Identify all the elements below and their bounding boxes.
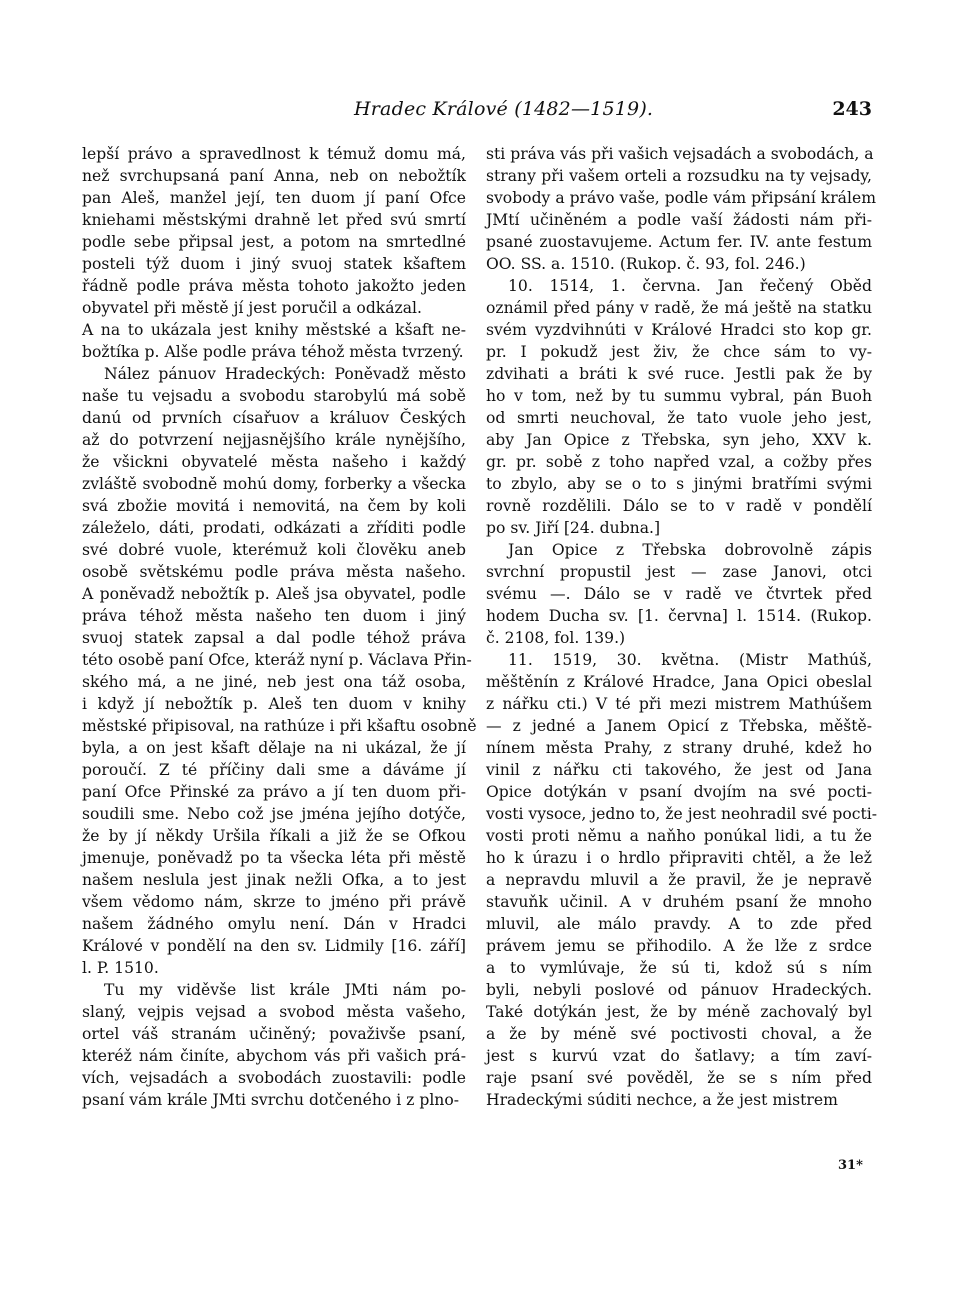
text-line: až do potvrzení nejjasnějšího krále nynějšího, [82, 431, 466, 449]
text-line: našem žádného omylu není. Dán v Hradci [82, 915, 466, 933]
text-line: a to vymlúvaje, že sú ti, kdož sú s ním [486, 959, 872, 977]
text-line: oznámil před pány v radě, že má ještě na statku [486, 299, 872, 317]
text-line: posteli týž duom i jiný svuoj statek kšaftem [82, 255, 466, 273]
text-line: od smrti neuchoval, že tato vuole jeho jest, [486, 409, 872, 427]
text-line: ortel váš stranám učiněný; považivše psaní, [82, 1025, 466, 1043]
text-line: záleželo, dáti, prodati, odkázati a zříditi podle [82, 519, 466, 537]
text-line: božtíka p. Alše podle práva téhož města tvrzený. [82, 343, 464, 361]
text-line: — z jedné a Janem Opicí z Třebska, měště- [486, 717, 872, 735]
text-line: Hradeckými súditi nechce, a že jest mistrem [486, 1091, 838, 1109]
text-line: této osobě paní Ofce, kteráž nyní p. Václava Přin- [82, 651, 472, 669]
text-line: rovně rozdělili. Dálo se to v radě v pondělí [486, 497, 872, 515]
text-line: 10. 1514, 1. června. Jan řečený Oběd [508, 277, 872, 295]
text-line: svému —. Dálo se v radě ve čtvrtek před [486, 585, 872, 603]
text-line: ho k úrazu i o hrdlo připraviti chtěl, a že lež [486, 849, 872, 867]
text-line: aby Jan Opice z Třebska, syn jeho, XXV k. [486, 431, 872, 449]
text-line: že by jí někdy Uršila říkali a již že se Ofkou [82, 827, 466, 845]
text-line: svrchní propustil jest — zase Janovi, otci [486, 563, 872, 581]
text-line: než svrchupsaná paní Anna, neb on nebožtík [82, 167, 466, 185]
text-line: svá zbožie movitá i nemovitá, na čem by koli [82, 497, 466, 515]
text-line: svobody a právo vaše, podle vám připsání králem [486, 189, 876, 207]
text-line: zvláště svobodně mohú domy, forberky a všecka [82, 475, 466, 493]
text-line: měštěnín z Králové Hradce, Jana Opici obeslal [486, 673, 872, 691]
text-line: městské připisoval, na rathúze i při kšaftu osobně [82, 717, 477, 735]
text-line: 11. 1519, 30. května. (Mistr Mathúš, [508, 651, 872, 669]
text-line: svém vyzdvihnúti v Králové Hradci sto kop gr. [486, 321, 872, 339]
text-line: byla, a on jest kšaft dělaje na ni ukázal, že jí [82, 739, 466, 757]
text-line: slaný, vejpis vejsad a svobod města vašeho, [82, 1003, 466, 1021]
text-line: po sv. Jiří [24. dubna.] [486, 519, 661, 537]
text-line: č. 2108, fol. 139.) [486, 629, 626, 647]
text-line: Jan Opice z Třebska dobrovolně zápis [508, 541, 872, 559]
text-line: sti práva vás při vašich vejsadách a svobodách, a [486, 145, 874, 163]
page-number: 243 [832, 98, 872, 120]
text-line: řádně podle práva města tohoto jakožto jeden [82, 277, 466, 295]
text-line: naše tu vejsadu a svobodu starobylú má sobě [82, 387, 466, 405]
text-line: právem jemu se přihodilo. A že lže z srdce [486, 937, 872, 955]
text-line: vosti vysoce, jedno to, že jest neohradil své pocti- [486, 805, 877, 823]
text-line: stavuňk učinil. A v druhém psaní že mnoho [486, 893, 872, 911]
text-line: OO. SS. a. 1510. (Rukop. č. 93, fol. 246.) [486, 255, 806, 273]
left-column [82, 143, 477, 1111]
text-line: danú od prvních císařuov a králuov Českých [82, 409, 466, 427]
text-line: psaní vám krále JMti svrchu dotčeného i z plno- [82, 1091, 460, 1109]
text-line: a nepravdu mluvil a že pravil, že je nepravě [486, 871, 872, 889]
text-line: Nález pánuov Hradeckých: Poněvadž město [104, 365, 466, 383]
text-line: pr. I pokudž jest živ, že chce sám to vy- [486, 343, 872, 361]
text-line: Králové v pondělí na den sv. Lidmily [16. září] [82, 937, 466, 955]
text-line: obyvatel při městě jí jest poručil a odkázal. [82, 299, 423, 317]
text-line: podle sebe připsal jest, a potom na smrtedlné [82, 233, 466, 251]
text-line: své dobré vuole, kterémuž koli člověku aneb [82, 541, 466, 559]
text-line: Tu my viděvše list krále JMti nám po- [104, 981, 466, 999]
text-line: pan Aleš, manžel její, ten duom jí paní Ofce [82, 189, 466, 207]
text-line: mluvil, ale málo pravdy. A to zde před [486, 915, 872, 933]
running-title: Hradec Králové (1482—1519). [354, 98, 654, 120]
text-line: lepší právo a spravedlnost k témuž domu má, [82, 145, 466, 163]
text-line: kteréž nám činíte, abychom vás při vašich prá- [82, 1047, 466, 1065]
text-line: paní Ofce Přinské za právo a jí ten duom při- [82, 783, 466, 801]
text-line: gr. pr. sobě z toho napřed vzal, a cožby přes [486, 453, 872, 471]
text-line: JMtí učiněném a podle vaší žádosti nám při- [486, 211, 872, 229]
text-line: vích, vejsadách a svobodách zuostavili: podle [82, 1069, 466, 1087]
text-line: Opice dotýkán v psaní dvojím na své pocti- [486, 783, 872, 801]
text-line: i když jí nebožtík p. Aleš ten duom v knihy [82, 695, 466, 713]
text-line: osobě světskému podle práva města našeho. [82, 563, 466, 581]
text-line: kniehami městskými drahně let před svú smrtí [82, 211, 466, 229]
text-line: raje psaní své pověděl, že se s ním před [486, 1069, 872, 1087]
text-line: práva téhož města našeho ten duom i jiný [82, 607, 466, 625]
text-line: že všickni obyvatelé města našeho i každý [82, 453, 466, 471]
text-line: vosti proti němu a naňho ponúkal lidi, a tu že [486, 827, 872, 845]
signature-mark: 31* [838, 1158, 863, 1173]
text-line: A poněvadž nebožtík p. Aleš jsa obyvatel, podle [82, 585, 466, 603]
text-line: svuoj statek zapsal a dal podle téhož práva [82, 629, 466, 647]
text-line: poroučí. Z té příčiny dali sme a dáváme jí [82, 761, 466, 779]
text-line: a že by méně své poctivosti choval, a že [486, 1025, 872, 1043]
right-column [486, 143, 877, 1111]
text-line: byli, nebyli poslové od pánuov Hradeckých. [486, 981, 872, 999]
text-line: psané zuostavujeme. Actum fer. IV. ante festum [486, 233, 872, 251]
text-line: to zbylo, aby se o to s jinými bratřími svými [486, 475, 872, 493]
text-line: všem vědomo nám, skrze to jméno při právě [82, 893, 466, 911]
text-line: ského má, a ne jiné, neb jest ona táž osoba, [82, 673, 466, 691]
text-line: soudili sme. Nebo což jse jména jejího dotýče, [82, 805, 466, 823]
text-line: nínem města Prahy, z strany druhé, kdež ho [486, 739, 872, 757]
text-line: ho v tom, než by tu summu vybral, pán Buoh [486, 387, 872, 405]
text-line: l. P. 1510. [82, 959, 159, 977]
text-line: našem neslula jest jinak nežli Ofka, a to jest [82, 871, 466, 889]
text-line: jmenuje, poněvadž po ta všecka léta při městě [82, 849, 466, 867]
text-line: hodem Ducha sv. [1. června] l. 1514. (Rukop. [486, 607, 872, 625]
text-line: vinil z nářku cti takového, že jest od Jana [486, 761, 872, 779]
text-line: A na to ukázala jest knihy městské a kšaft ne- [82, 321, 466, 339]
text-line: Také dotýkán jest, že by méně zachovalý byl [486, 1003, 872, 1021]
text-line: jest s kurvú vzat do šatlavy; a tím zaví- [486, 1047, 872, 1065]
text-line: strany při vašem orteli a rozsudku na ty vejsady, [486, 167, 872, 185]
page-header [82, 98, 872, 132]
text-line: zdvihati a bráti k své ruce. Jestli pak že by [486, 365, 872, 383]
text-line: z nářku cti.) V té při mezi mistrem Mathúšem [486, 695, 872, 713]
